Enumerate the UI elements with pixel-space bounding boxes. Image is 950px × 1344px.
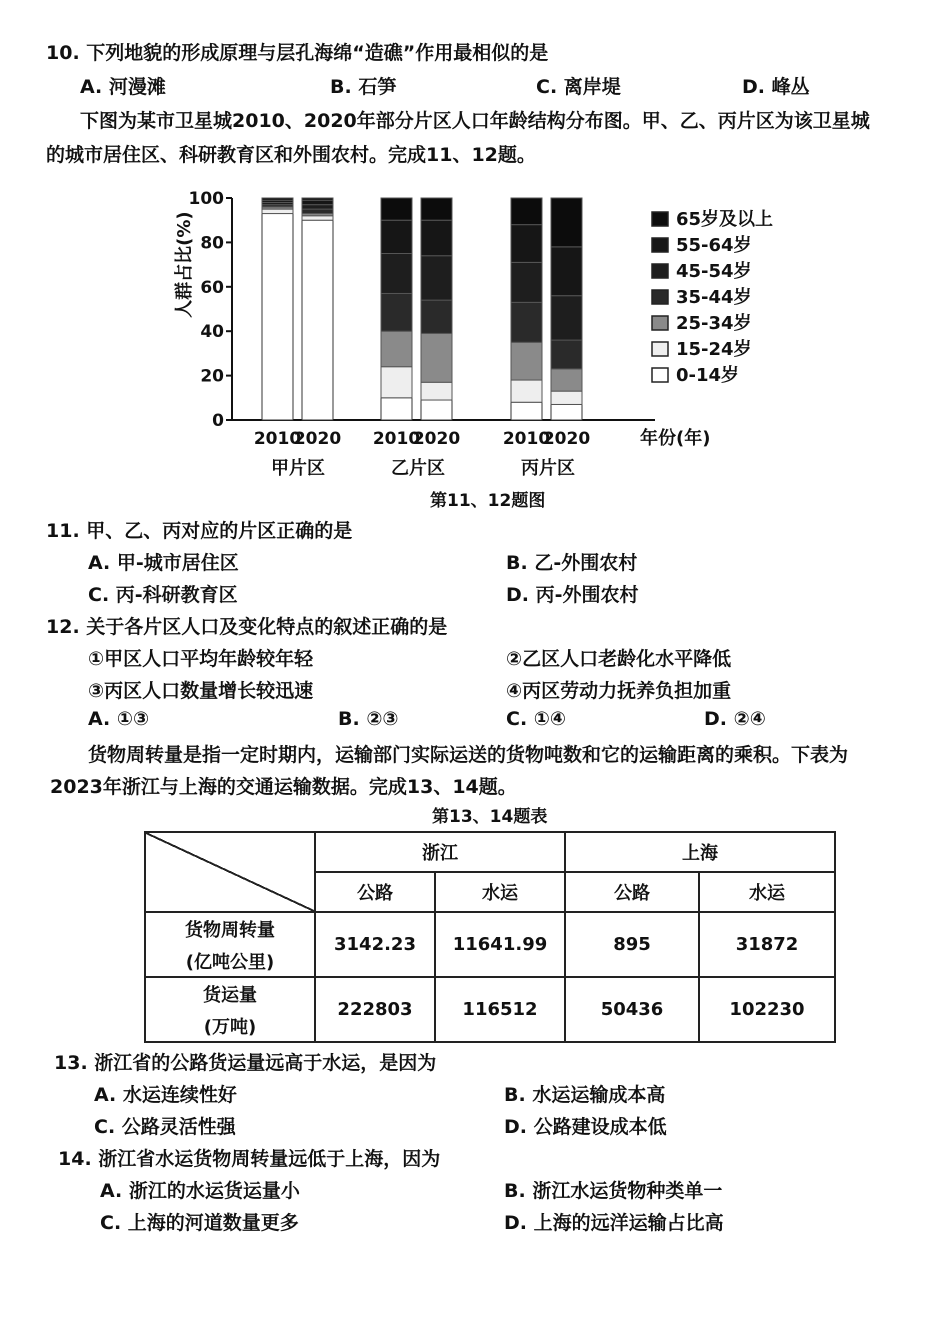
q13-option-b: B. 水运运输成本高 <box>504 1084 666 1106</box>
chart-legend <box>652 208 773 386</box>
intro-11-12-line1: 下图为某市卫星城2010、2020年部分片区人口年龄结构分布图。甲、乙、丙片区为该卫星城 <box>80 110 870 132</box>
table-row <box>145 977 835 1042</box>
row-label-line2: (万吨) <box>203 1016 257 1038</box>
bar-segment <box>302 205 333 209</box>
bar-segment <box>551 404 582 420</box>
legend-label: 0-14岁 <box>676 365 740 386</box>
q12-statement-2: ②乙区人口老龄化水平降低 <box>506 648 732 670</box>
q12-option-b: B. ②③ <box>338 708 399 730</box>
bar-segment <box>511 380 542 402</box>
y-tick-label: 60 <box>200 277 224 298</box>
legend-swatch <box>652 212 668 226</box>
row-label-line1: 货物周转量 <box>185 919 275 941</box>
table-cell: 102230 <box>699 977 835 1042</box>
bar-segment <box>302 209 333 213</box>
y-tick-label: 20 <box>200 366 224 387</box>
q12-option-c: C. ①④ <box>506 708 566 730</box>
bar-segment <box>381 398 412 420</box>
bar-segment <box>381 293 412 331</box>
table-mode-header: 公路 <box>565 872 699 912</box>
x-axis-label: 年份(年) <box>640 428 711 449</box>
bar-segment <box>511 262 542 302</box>
q10-stem: 10. 下列地貌的形成原理与层孔海绵“造礁”作用最相似的是 <box>46 42 549 64</box>
bar-segment <box>421 382 452 400</box>
q14-stem: 14. 浙江省水运货物周转量远低于上海，因为 <box>58 1148 441 1170</box>
bar-segment <box>262 209 293 213</box>
legend-swatch <box>652 290 668 304</box>
bar-segment <box>302 216 333 220</box>
bar-segment <box>262 214 293 420</box>
x-tick-label: 2010 <box>502 429 551 449</box>
legend-label: 65岁及以上 <box>676 209 774 230</box>
bar-segment <box>421 333 452 382</box>
q11-stem: 11. 甲、乙、丙对应的片区正确的是 <box>46 520 353 542</box>
q11-option-b: B. 乙-外围农村 <box>506 552 638 574</box>
table-cell: 116512 <box>435 977 565 1042</box>
table-cell: 50436 <box>565 977 699 1042</box>
chart-caption: 第11、12题图 <box>430 491 546 511</box>
group-label: 甲片区 <box>271 458 325 479</box>
table-region-shanghai: 上海 <box>565 832 835 872</box>
group-label: 乙片区 <box>391 458 445 479</box>
x-tick-label: 2020 <box>412 429 461 449</box>
bar-segment <box>421 256 452 300</box>
bar-segment <box>381 198 412 220</box>
row-label-line1: 货运量 <box>203 984 257 1006</box>
population-age-chart <box>0 170 950 510</box>
q12-statement-4: ④丙区劳动力抚养负担加重 <box>506 680 732 702</box>
legend-label: 25-34岁 <box>676 313 752 334</box>
bar-segment <box>551 369 582 391</box>
bar-segment <box>381 254 412 294</box>
q12-option-d: D. ②④ <box>704 708 766 730</box>
q13-option-a: A. 水运连续性好 <box>94 1084 237 1106</box>
q12-statement-3: ③丙区人口数量增长较迅速 <box>88 680 314 702</box>
x-tick-label: 2010 <box>253 429 302 449</box>
y-tick-label: 80 <box>200 233 224 254</box>
transport-table <box>144 831 836 1043</box>
q14-option-b: B. 浙江水运货物种类单一 <box>504 1180 723 1202</box>
bar-segment <box>421 220 452 256</box>
q14-option-d: D. 上海的远洋运输占比高 <box>504 1212 724 1234</box>
table-mode-header: 公路 <box>315 872 435 912</box>
table-cell: 31872 <box>699 912 835 977</box>
q10-option-b: B. 石笋 <box>330 76 397 98</box>
bar-segment <box>551 247 582 296</box>
q13-option-d: D. 公路建设成本低 <box>504 1116 667 1138</box>
q12-option-a: A. ①③ <box>88 708 150 730</box>
bar-segment <box>381 220 412 253</box>
y-tick-label: 40 <box>200 322 224 343</box>
intro-13-14-line2: 2023年浙江与上海的交通运输数据。完成13、14题。 <box>50 776 517 798</box>
bar-segment <box>551 340 582 369</box>
q13-stem: 13. 浙江省的公路货运量远高于水运，是因为 <box>54 1052 437 1074</box>
legend-label: 15-24岁 <box>676 339 752 360</box>
table-mode-header: 水运 <box>699 872 835 912</box>
bar-segment <box>511 342 542 380</box>
q11-option-c: C. 丙-科研教育区 <box>88 584 238 606</box>
bar-segment <box>302 200 333 204</box>
bar-segment <box>302 198 333 200</box>
y-tick-label: 0 <box>212 411 224 431</box>
legend-swatch <box>652 264 668 278</box>
table-corner-cell <box>145 832 315 912</box>
table-cell: 895 <box>565 912 699 977</box>
bar-segment <box>421 198 452 220</box>
table-row <box>145 912 835 977</box>
legend-swatch <box>652 316 668 330</box>
x-tick-label: 2020 <box>293 429 342 449</box>
table-mode-header: 水运 <box>435 872 565 912</box>
legend-label: 35-44岁 <box>676 287 752 308</box>
bar-segment <box>381 331 412 367</box>
q10-option-d: D. 峰丛 <box>742 76 810 98</box>
q11-option-d: D. 丙-外围农村 <box>506 584 639 606</box>
table-caption: 第13、14题表 <box>432 807 548 827</box>
bar-segment <box>421 400 452 420</box>
bar-segment <box>511 198 542 225</box>
chart-bars <box>254 198 590 479</box>
bar-segment <box>551 198 582 247</box>
q14-option-c: C. 上海的河道数量更多 <box>100 1212 299 1234</box>
bar-segment <box>262 198 293 200</box>
legend-swatch <box>652 238 668 252</box>
y-tick-label: 100 <box>188 189 224 209</box>
group-label: 丙片区 <box>521 458 575 479</box>
q10-option-a: A. 河漫滩 <box>80 76 166 98</box>
bar-segment <box>511 402 542 420</box>
y-axis-label: 人群占比(%) <box>174 211 195 318</box>
table-cell: 11641.99 <box>435 912 565 977</box>
bar-segment <box>551 391 582 404</box>
row-label-line2: (亿吨公里) <box>185 951 275 973</box>
q13-option-c: C. 公路灵活性强 <box>94 1116 236 1138</box>
legend-swatch <box>652 368 668 382</box>
table-cell: 3142.23 <box>315 912 435 977</box>
legend-label: 45-54岁 <box>676 261 752 282</box>
bar-segment <box>511 302 542 342</box>
q12-stem: 12. 关于各片区人口及变化特点的叙述正确的是 <box>46 616 448 638</box>
table-row-label <box>145 912 315 977</box>
x-tick-label: 2010 <box>372 429 421 449</box>
x-tick-label: 2020 <box>542 429 591 449</box>
q14-option-a: A. 浙江的水运货运量小 <box>100 1180 300 1202</box>
q10-option-c: C. 离岸堤 <box>536 76 621 98</box>
bar-segment <box>551 296 582 340</box>
table-region-zhejiang: 浙江 <box>315 832 565 872</box>
table-row-label <box>145 977 315 1042</box>
bar-segment <box>511 225 542 263</box>
legend-swatch <box>652 342 668 356</box>
legend-label: 55-64岁 <box>676 235 752 256</box>
q12-statement-1: ①甲区人口平均年龄较年轻 <box>88 648 314 670</box>
intro-13-14-line1: 货物周转量是指一定时期内，运输部门实际运送的货物吨数和它的运输距离的乘积。下表为 <box>88 744 849 766</box>
bar-segment <box>302 220 333 420</box>
bar-segment <box>421 300 452 333</box>
bar-segment <box>381 367 412 398</box>
q11-option-a: A. 甲-城市居住区 <box>88 552 239 574</box>
intro-11-12-line2: 的城市居住区、科研教育区和外围农村。完成11、12题。 <box>46 144 536 166</box>
table-cell: 222803 <box>315 977 435 1042</box>
